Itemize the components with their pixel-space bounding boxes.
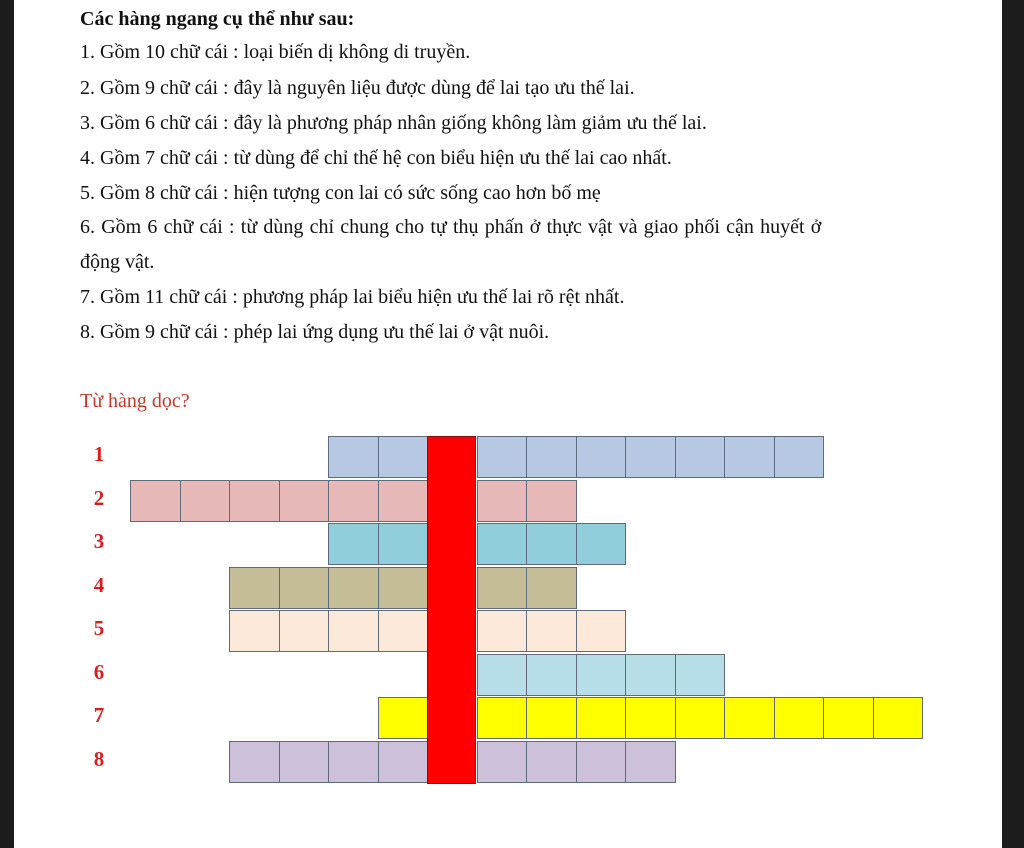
crossword-cell <box>477 741 528 783</box>
document-page <box>14 0 1002 848</box>
crossword-cell <box>625 697 676 739</box>
crossword-cell <box>675 436 726 478</box>
crossword-cell <box>328 567 379 609</box>
crossword-cell <box>477 567 528 609</box>
clue-2: 2. Gồm 9 chữ cái : đây là nguyên liệu được dùng để lai tạo ưu thế lai. <box>80 77 635 99</box>
crossword-cell <box>823 697 874 739</box>
crossword-cell <box>378 480 429 522</box>
crossword-cell <box>477 436 528 478</box>
crossword-cell <box>477 523 528 565</box>
crossword-cell <box>526 436 577 478</box>
crossword-cell <box>229 741 280 783</box>
clue-6: 6. Gồm 6 chữ cái : từ dùng chỉ chung cho tự thụ phấn ở thực vật và giao phối cận huyết ở <box>80 216 822 238</box>
crossword-cell <box>328 741 379 783</box>
row-number-2: 2 <box>93 485 105 510</box>
crossword-cell <box>279 480 330 522</box>
crossword-cell <box>873 697 924 739</box>
crossword-cell <box>576 523 627 565</box>
crossword-cell <box>724 436 775 478</box>
crossword-cell <box>279 610 330 652</box>
crossword-cell <box>378 436 429 478</box>
crossword-cell <box>378 610 429 652</box>
clue-4: 4. Gồm 7 chữ cái : từ dùng để chỉ thế hệ con biểu hiện ưu thế lai cao nhất. <box>80 147 672 169</box>
row-number-7: 7 <box>93 703 105 727</box>
crossword-cell <box>576 610 627 652</box>
crossword-cell <box>229 567 280 609</box>
clue-7: 7. Gồm 11 chữ cái : phương pháp lai biểu hiện ưu thế lai rõ rệt nhất. <box>80 286 625 308</box>
row-number-1: 1 <box>93 442 105 466</box>
vertical-word-question: Từ hàng dọc? <box>80 390 190 412</box>
crossword-cell <box>279 741 330 783</box>
crossword-cell <box>378 567 429 609</box>
crossword-cell <box>576 436 627 478</box>
crossword-cell <box>625 436 676 478</box>
crossword-cell <box>328 610 379 652</box>
crossword-cell <box>526 741 577 783</box>
crossword-cell <box>526 654 577 696</box>
row-number-6: 6 <box>93 659 105 684</box>
clue-8: 8. Gồm 9 chữ cái : phép lai ứng dụng ưu thế lai ở vật nuôi. <box>80 321 550 343</box>
crossword-cell <box>477 654 528 696</box>
crossword-cell <box>229 480 280 522</box>
crossword-cell <box>229 610 280 652</box>
crossword-cell <box>526 567 577 609</box>
clue-5: 5. Gồm 8 chữ cái : hiện tượng con lai có sức sống cao hơn bố mẹ <box>80 182 601 204</box>
key-column <box>427 436 476 784</box>
crossword-cell <box>130 480 181 522</box>
crossword-cell <box>675 654 726 696</box>
row-number-8: 8 <box>93 746 105 771</box>
crossword-cell <box>774 697 825 739</box>
crossword-cell <box>625 654 676 696</box>
crossword-cell <box>724 697 775 739</box>
crossword-cell <box>675 697 726 739</box>
crossword-cell <box>576 697 627 739</box>
crossword-cell <box>774 436 825 478</box>
heading: Các hàng ngang cụ thể như sau: <box>80 8 355 30</box>
crossword-cell <box>526 610 577 652</box>
row-number-4: 4 <box>93 572 105 597</box>
crossword-cell <box>378 741 429 783</box>
crossword-cell <box>378 697 429 739</box>
row-number-5: 5 <box>93 616 105 640</box>
crossword-cell <box>328 436 379 478</box>
crossword-cell <box>625 741 676 783</box>
clue-3: 3. Gồm 6 chữ cái : đây là phương pháp nhân giống không làm giảm ưu thế lai. <box>80 112 707 134</box>
crossword-cell <box>526 523 577 565</box>
crossword-cell <box>477 697 528 739</box>
row-number-3: 3 <box>93 529 105 553</box>
crossword-cell <box>576 654 627 696</box>
crossword-cell <box>328 480 379 522</box>
clue-6-continued: động vật. <box>80 251 155 273</box>
crossword-cell <box>576 741 627 783</box>
crossword-cell <box>526 480 577 522</box>
crossword-cell <box>378 523 429 565</box>
crossword-cell <box>526 697 577 739</box>
crossword-cell <box>180 480 231 522</box>
crossword-cell <box>477 480 528 522</box>
crossword-cell <box>477 610 528 652</box>
crossword-cell <box>328 523 379 565</box>
crossword-cell <box>279 567 330 609</box>
clue-1: 1. Gồm 10 chữ cái : loại biến dị không di truyền. <box>80 41 471 63</box>
